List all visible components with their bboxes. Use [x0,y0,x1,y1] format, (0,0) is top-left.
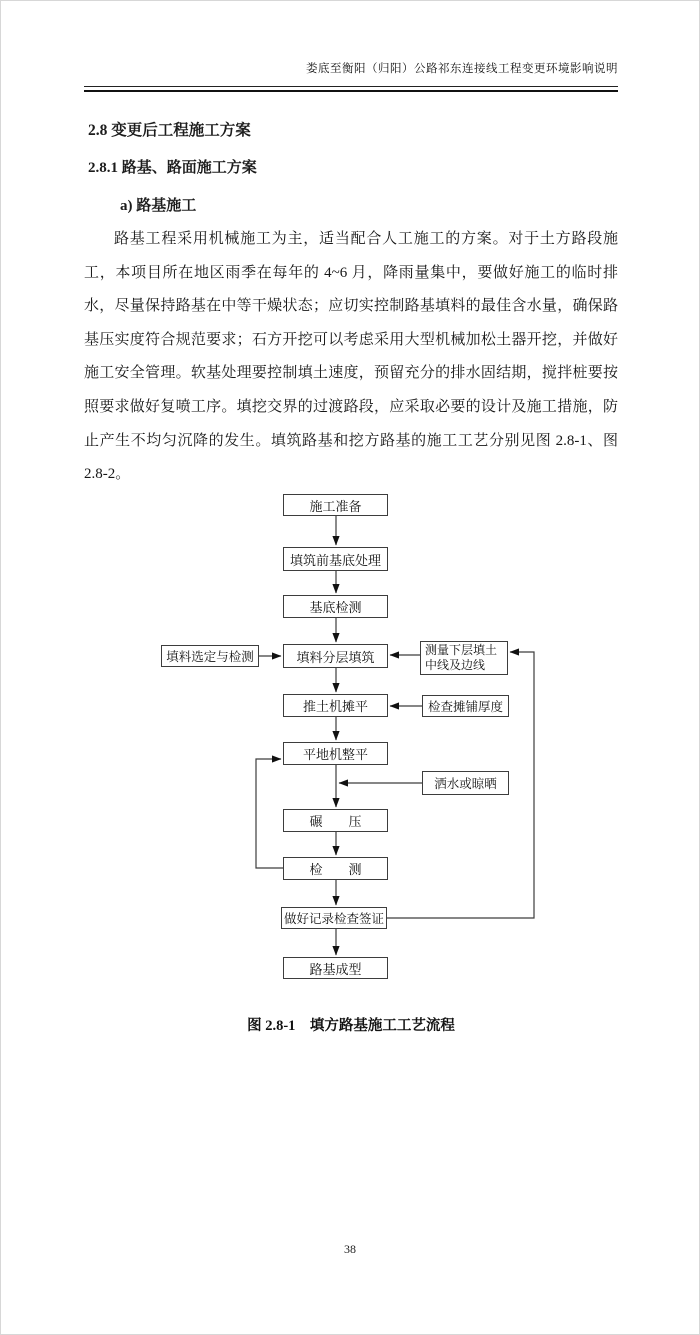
flow-step-construction-preparation: 施工准备 [283,494,388,516]
flow-step-base-treatment-before-filling: 填筑前基底处理 [283,547,388,571]
flow-step-record-and-signoff: 做好记录检查签证 [281,907,387,929]
flow-side-watering-or-drying: 洒水或晾晒 [422,771,509,795]
flow-step-inspection: 检 测 [283,857,388,880]
flow-step-grader-leveling: 平地机整平 [283,742,388,765]
body-paragraph: 路基工程采用机械施工为主，适当配合人工施工的方案。对于土方路段施工，本项目所在地区雨季在每年的 4~6 月，降雨量集中，要做好施工的临时排水，尽量保持路基在中等干燥状态；应切实控制路基填料的最佳含水量，确保路基压实度符合规范要求；石方开挖可以考虑采用大型机械加松土器开挖，并做好施工安全管理。软基处理要控制填土速度，预留充分的排水固结期，搅拌桩要按照要求做好复喷工序。填挖交界的过渡路段，应采取必要的设计及施工措施，防止产生不均匀沉降的发生。填筑路基和挖方路基的施工工艺分别见图 2.8-1、图 2.8-2。 [84,231,618,483]
flow-side-survey-center-and-edge-lines: 测量下层填土中线及边线 [420,641,508,675]
flow-step-bulldozer-spreading: 推土机摊平 [283,694,388,717]
page-number: 38 [344,1242,356,1256]
flow-step-base-inspection: 基底检测 [283,595,388,618]
subsection-heading: 2.8.1 路基、路面施工方案 [88,160,257,176]
flow-side-material-selection-and-testing: 填料选定与检测 [161,645,259,667]
item-heading: a) 路基施工 [120,198,197,214]
figure-caption: 图 2.8-1 填方路基施工工艺流程 [247,1018,455,1034]
running-header: 娄底至衡阳（归阳）公路祁东连接线工程变更环境影响说明 [306,63,618,75]
flow-step-rolling: 碾 压 [283,809,388,832]
section-heading: 2.8 变更后工程施工方案 [88,122,251,139]
flow-side-check-spreading-thickness: 检查摊铺厚度 [422,695,509,717]
flow-step-layered-filling: 填料分层填筑 [283,644,388,668]
flow-step-subgrade-formed: 路基成型 [283,957,388,979]
